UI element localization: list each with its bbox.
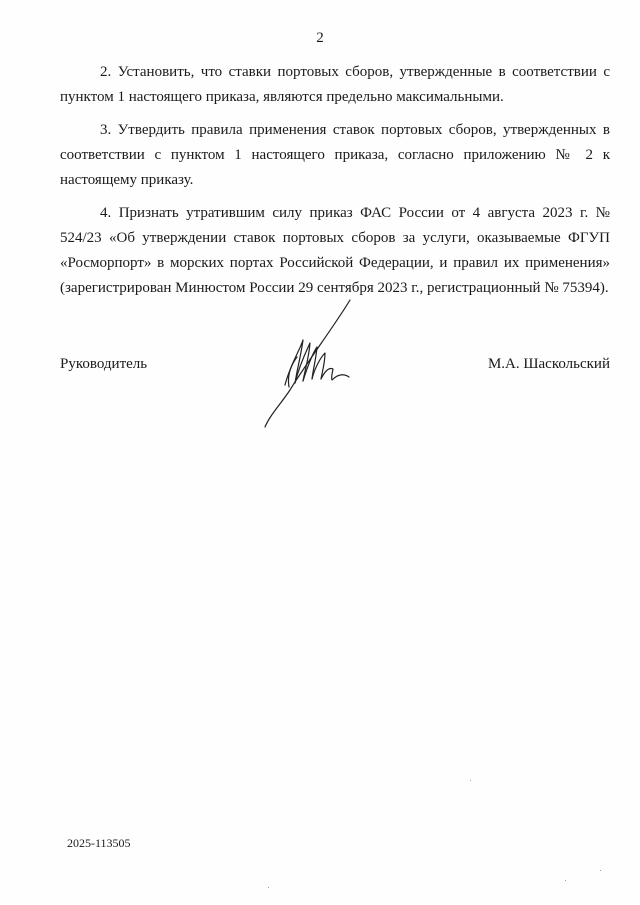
paragraph-4: 4. Признать утратившим силу приказ ФАС России от 4 августа 2023 г. № 524/23 «Об утверждении ставок портовых сборов за услуги, оказываемые ФГУП «Росморпорт» в морских портах Российской Федерации, и правил их применения» (зарегистрирован Минюстом России 29 сентября 2023 г., регистрационный № 75394). [60, 205, 610, 296]
paragraph-3: 3. Утвердить правила применения ставок портовых сборов, утвержденных в соответствии с пунктом 1 настоящего приказа, согласно приложению № 2 к настоящему приказу. [60, 122, 610, 188]
signer-position: Руководитель [60, 356, 148, 372]
scan-speck [565, 880, 566, 881]
handwritten-signature-icon [255, 295, 365, 430]
scan-speck [600, 870, 601, 871]
document-body [60, 60, 610, 309]
signer-name: М.А. Шаскольский [487, 356, 610, 372]
scan-speck [268, 887, 269, 888]
document-id: 2025-113505 [67, 836, 131, 850]
paragraph-2: 2. Установить, что ставки портовых сборов, утвержденные в соответствии с пунктом 1 настоящего приказа, являются предельно максимальными. [60, 64, 610, 105]
scan-speck [470, 780, 471, 781]
page-number: 2 [316, 30, 324, 46]
